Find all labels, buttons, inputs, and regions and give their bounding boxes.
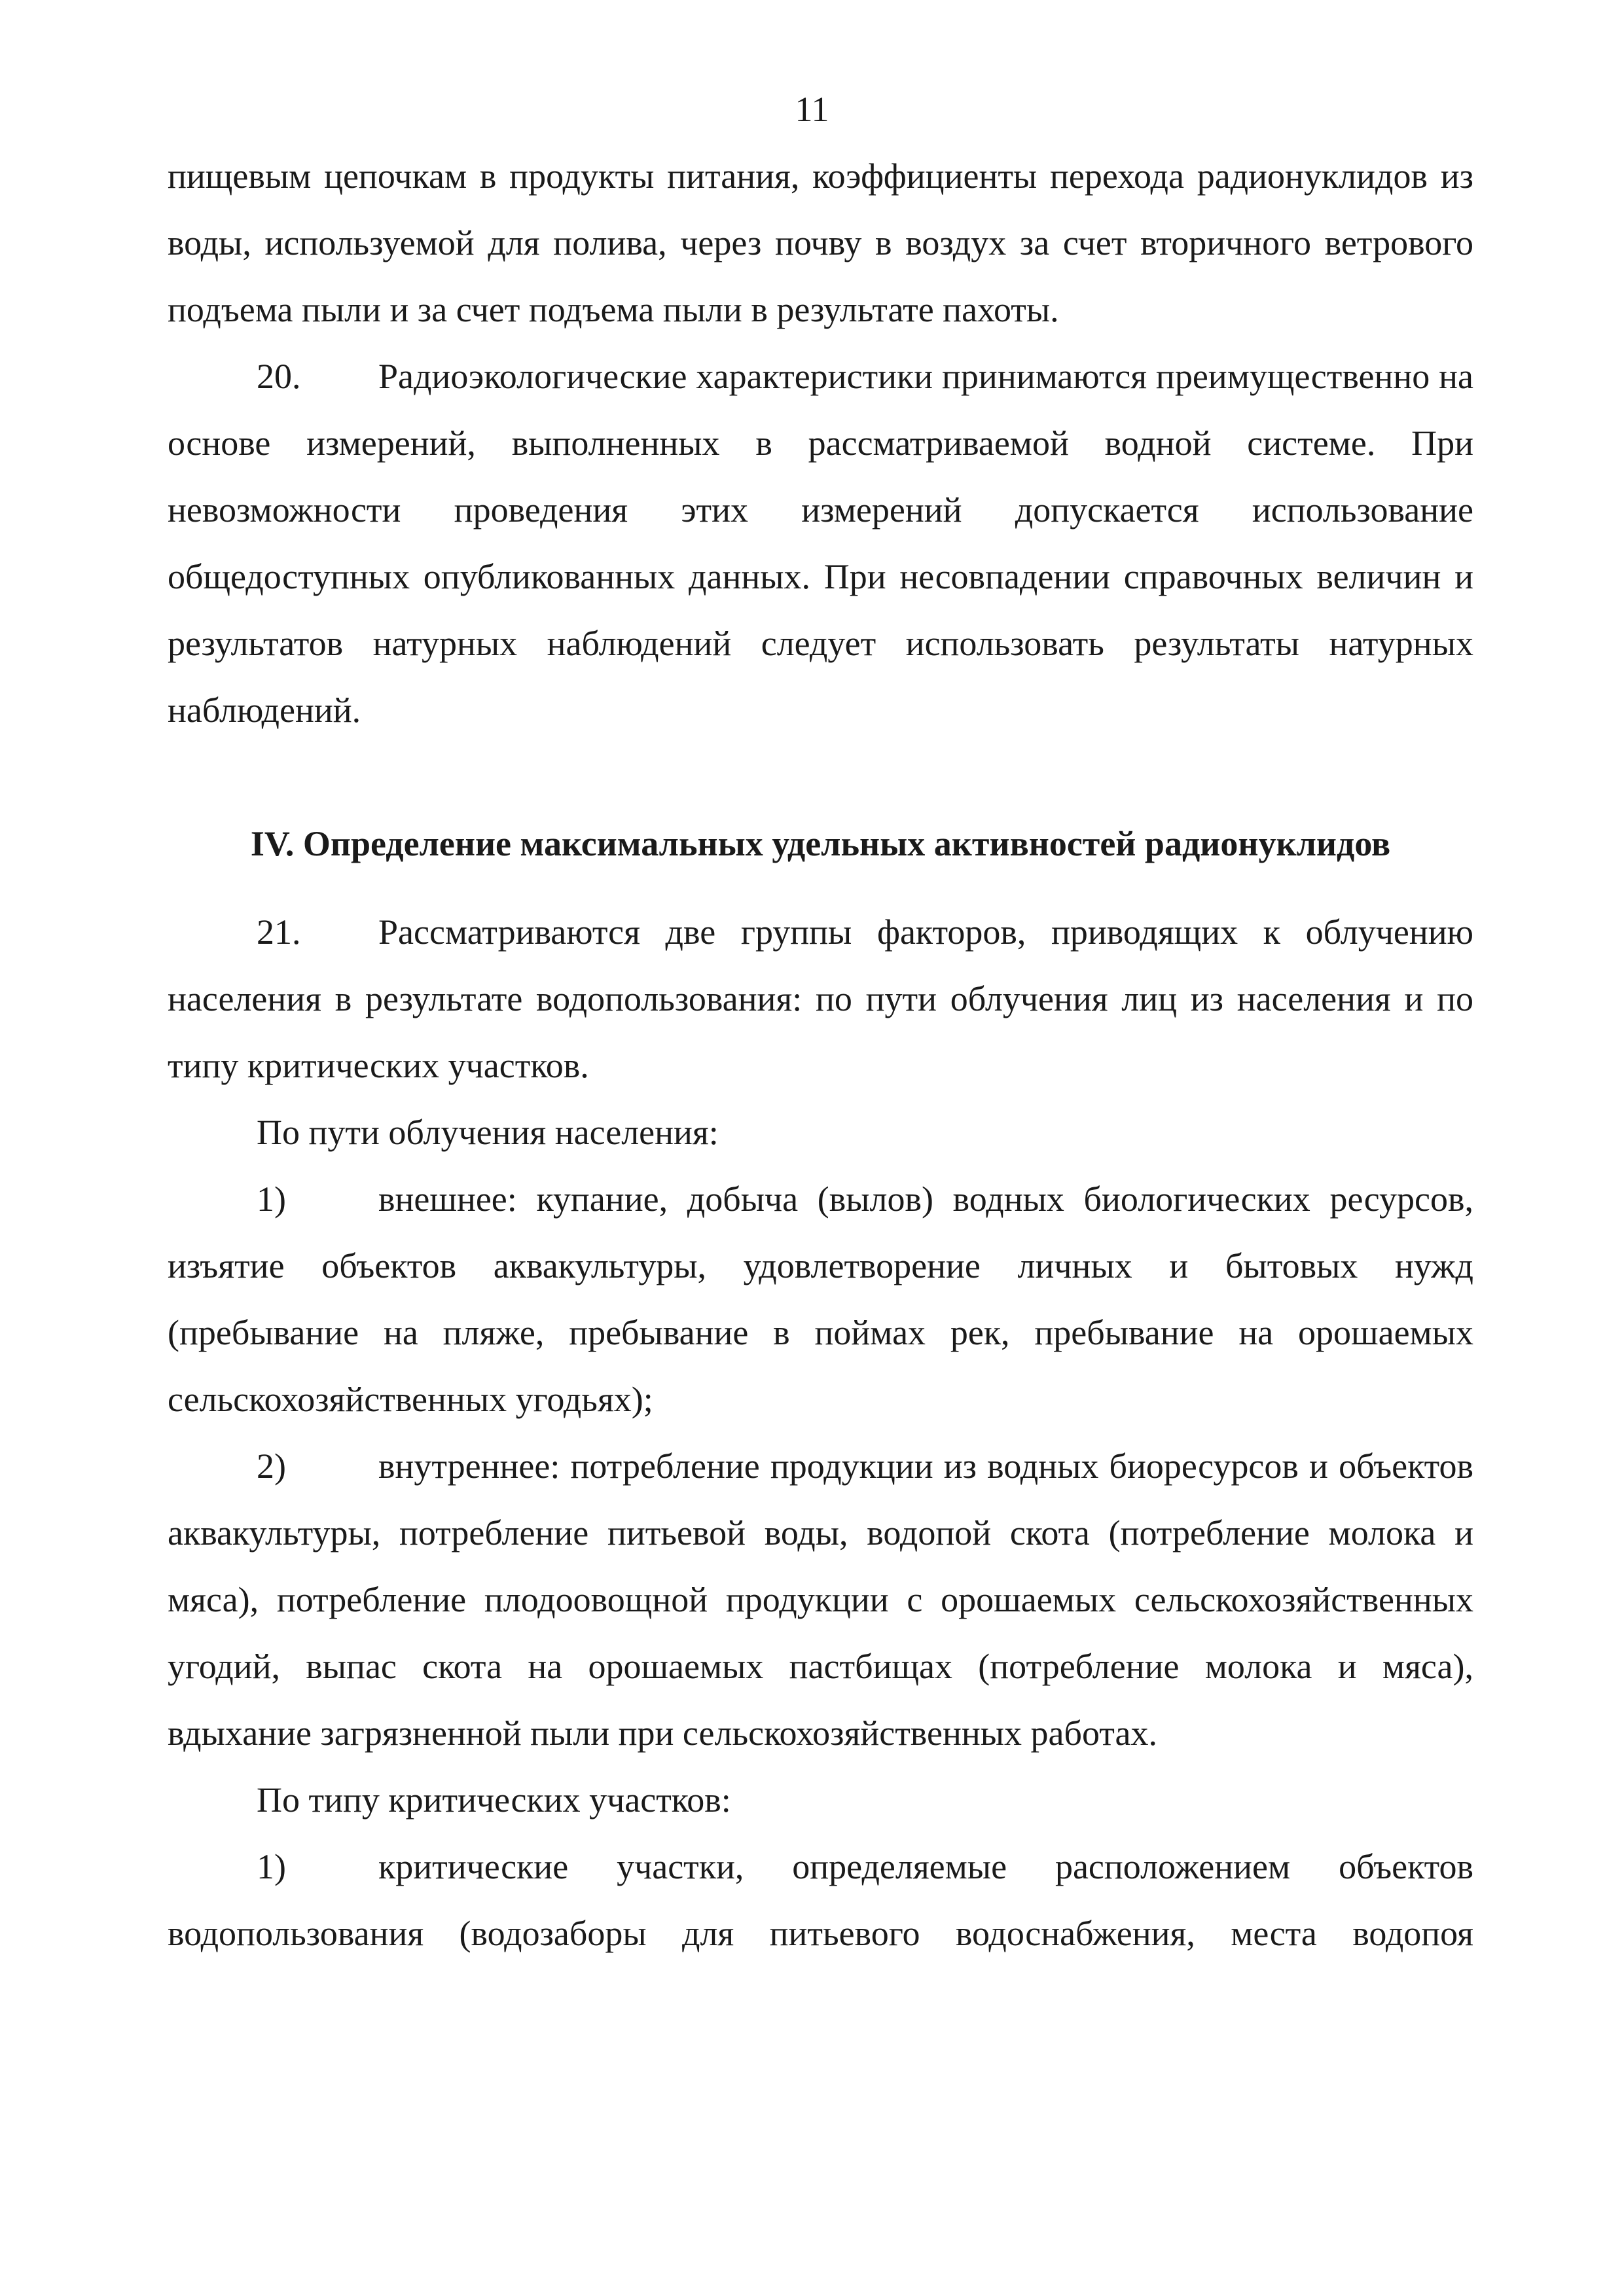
path-item-1 [168,1166,1473,1433]
by-site-heading: По типу критических участков: [257,1780,731,1820]
path-item-2-number: 2) [257,1446,286,1486]
paragraph-21 [168,899,1473,1099]
paragraph-21-number: 21. [257,912,301,952]
paragraph-20 [168,343,1473,744]
path-item-2 [168,1433,1473,1767]
site-item-1 [168,1833,1473,1967]
paragraph-20-text: Радиоэкологические характеристики принимаются преимущественно на основе измерений, выполненных в рассматриваемой водной системе. При невозможности проведения этих измерений допускается использование общедоступных опубликованных данных. При несовпадении справочных величин и результатов натурных наблюдений следует использовать результаты натурных наблюдений. [168,357,1473,730]
paragraph-20-number: 20. [257,357,301,396]
site-item-1-text: критические участки, определяемые расположением объектов водопользования (водозаборы для питьевого водоснабжения, места водопоя [168,1847,1473,1953]
section-heading: IV. Определение максимальных удельных активностей радионуклидов [250,824,1391,863]
paragraph-continuation: пищевым цепочкам в продукты питания, коэффициенты перехода радионуклидов из воды, используемой для полива, через почву в воздух за счет вторичного ветрового подъема пыли и за счет подъема пыли в результате пахоты. [168,156,1473,329]
path-item-1-number: 1) [257,1179,286,1219]
paragraph-21-text: Рассматриваются две группы факторов, приводящих к облучению населения в результате водопользования: по пути облучения лиц из населения и по типу критических участков. [168,912,1473,1085]
site-item-1-number: 1) [257,1847,286,1886]
path-item-2-text: внутреннее: потребление продукции из водных биоресурсов и объектов аквакультуры, потребление питьевой воды, водопой скота (потребление молока и мяса), потребление плодоовощной продукции с орошаемых сельскохозяйственных угодий, выпас скота на орошаемых пастбищах (потребление молока и мяса), вдыхание загрязненной пыли при сельскохозяйственных работах. [168,1446,1473,1753]
document-body [168,143,1473,1967]
by-path-heading: По пути облучения населения: [257,1113,719,1152]
path-item-1-text: внешнее: купание, добыча (вылов) водных биологических ресурсов, изъятие объектов аквакультуры, удовлетворение личных и бытовых нужд (пребывание на пляже, пребывание в поймах рек, пребывание на орошаемых сельскохозяйственных угодьях); [168,1179,1473,1419]
page-number: 11 [795,90,829,129]
